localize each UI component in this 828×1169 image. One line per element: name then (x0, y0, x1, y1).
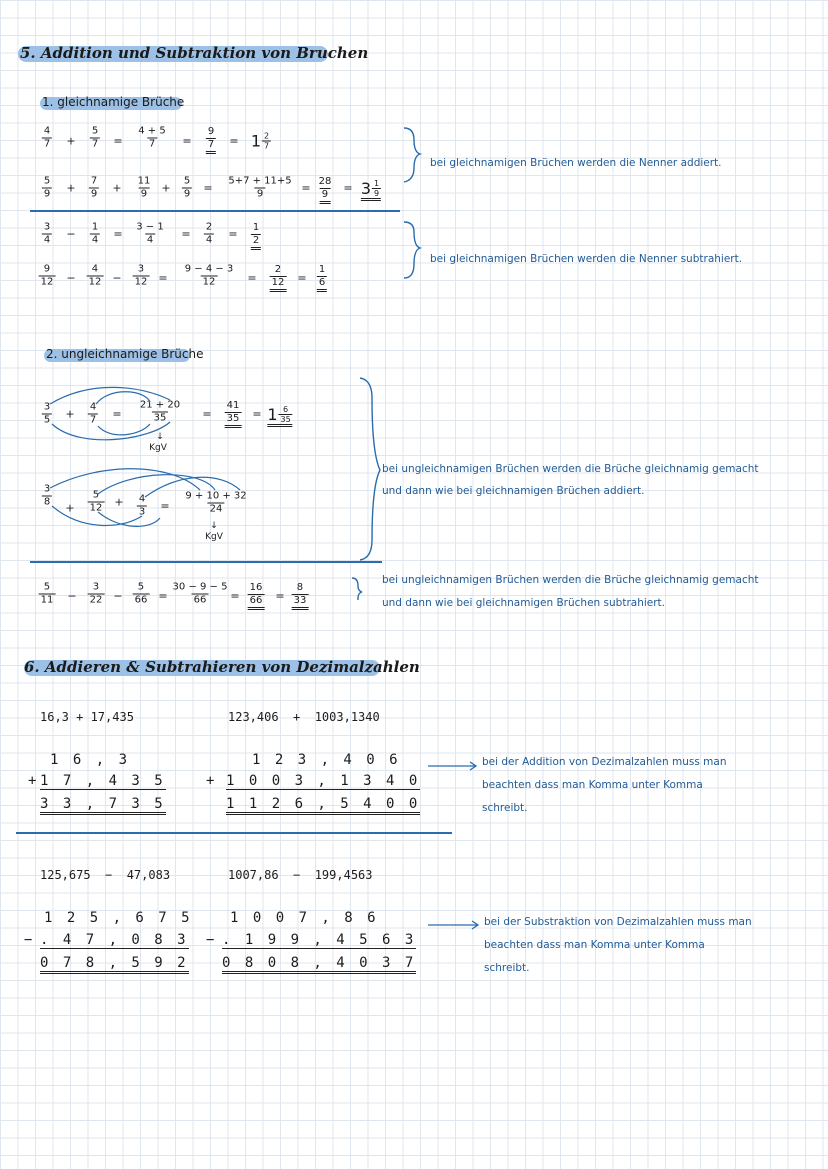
task-text: 16,3 + 17,435 (40, 710, 134, 724)
note-ungleichnamig-subtraktion-2: und dann wie bei gleichnamigen Brüchen subtrahiert. (382, 597, 665, 609)
fraction: $\frac{5}{11}$ (40, 581, 54, 606)
plus-sign: + (114, 495, 124, 509)
note-gleichnamig-subtraktion: bei gleichnamigen Brüchen werden die Nenner subtrahiert. (430, 253, 743, 265)
fraction: $\frac{5}{12}$ (89, 489, 103, 514)
note-subtraktion-1: bei der Substraktion von Dezimalzahlen muss man (484, 916, 752, 928)
equals-sign: = (247, 271, 257, 285)
result-line: 3 3 , 7 3 5 (40, 796, 166, 815)
brace-icon (352, 578, 362, 600)
mixed-number: 1 $\frac{6}{35}$ (267, 405, 292, 427)
minus-sign: − (112, 271, 122, 285)
brace-icon (404, 128, 420, 182)
section-6-title: 6. Addieren & Subtrahieren von Dezimalzahlen (24, 658, 420, 676)
equals-sign: = (203, 181, 213, 195)
equals-sign: = (343, 181, 353, 195)
equals-sign: = (301, 181, 311, 195)
arrow-path (145, 477, 240, 497)
equals-sign: = (229, 134, 239, 148)
sign: + (28, 773, 40, 789)
result-line: 0 8 0 8 , 4 0 3 7 (222, 955, 416, 974)
fraction: $\frac{3 - 1}{4}$ (136, 221, 164, 246)
brace-icon (404, 222, 420, 278)
equals-sign: = (202, 407, 212, 421)
plus-sign: + (112, 181, 122, 195)
fraction: $\frac{5}{66}$ (134, 581, 148, 606)
plus-sign: + (161, 181, 171, 195)
column-line: 1 0 0 3 , 1 3 4 0 (226, 773, 421, 789)
fraction: $\frac{41}{35}$ (225, 400, 242, 428)
result-line: 0 7 8 , 5 9 2 (40, 955, 189, 974)
plus-sign: + (65, 501, 75, 515)
arrow-path (50, 469, 200, 490)
equals-sign: = (275, 589, 285, 603)
fraction: $\frac{4}{7}$ (43, 125, 51, 150)
minus-sign: − (67, 589, 77, 603)
column-line: 1 2 3 , 4 0 6 (252, 752, 401, 768)
fraction: $\frac{3}{4}$ (43, 221, 51, 246)
equals-sign: = (113, 227, 123, 241)
fraction: $\frac{5}{9}$ (43, 175, 51, 200)
minus-sign: − (66, 227, 76, 241)
result-line: 1 1 2 6 , 5 4 0 0 (226, 796, 420, 815)
arrow-down-icon: ↓ (210, 521, 218, 531)
minus-sign: − (113, 589, 123, 603)
fraction: $\frac{4}{12}$ (88, 263, 102, 288)
fraction: $\frac{9}{12}$ (40, 263, 54, 288)
column-line: . 4 7 , 0 8 3 (40, 932, 189, 948)
fraction: $\frac{5}{9}$ (183, 175, 191, 200)
column-line: 1 0 0 7 , 8 6 (230, 910, 379, 926)
equals-sign: = (160, 499, 170, 513)
minus-sign: − (66, 271, 76, 285)
task-text: 123,406 + 1003,1340 (228, 710, 380, 724)
fraction: $\frac{2}{4}$ (205, 221, 213, 246)
separator-line (16, 832, 452, 834)
arrow-path (52, 422, 170, 440)
column-line: . 1 9 9 , 4 5 6 3 (222, 932, 417, 948)
equals-sign: = (113, 134, 123, 148)
arrow-right-icon (428, 762, 476, 770)
fraction: $\frac{3}{22}$ (89, 581, 103, 606)
fraction: $\frac{5}{7}$ (91, 125, 99, 150)
fraction: $\frac{3}{12}$ (134, 263, 148, 288)
note-subtraktion-2: beachten dass man Komma unter Komma (484, 939, 705, 951)
equals-sign: = (182, 134, 192, 148)
arrow-path (96, 392, 150, 404)
plus-sign: + (66, 134, 76, 148)
note-ungleichnamig-addition-1: bei ungleichnamigen Brüchen werden die Brüche gleichnamig gemacht (382, 463, 759, 475)
fraction: $\frac{2}{12}$ (270, 264, 287, 292)
fraction: $\frac{9}{7}$ (206, 126, 216, 154)
fraction: $\frac{9 + 10 + 32}{24}$ (185, 490, 247, 515)
mixed-number: 3 $\frac{1}{9}$ (361, 179, 381, 201)
brace-icon (360, 378, 380, 560)
kgv-label: KgV (205, 532, 223, 542)
arrow-right-icon (428, 921, 478, 929)
sign: − (24, 932, 36, 948)
equals-sign: = (228, 227, 238, 241)
column-line: 1 7 , 4 3 5 (40, 773, 166, 789)
section-5-title: 5. Addition und Subtraktion von Bruchen (20, 44, 369, 62)
task-text: 1007,86 − 199,4563 (228, 868, 373, 882)
equals-sign: = (181, 227, 191, 241)
fraction: $\frac{11}{9}$ (137, 175, 151, 200)
task-text: 125,675 − 47,083 (40, 868, 171, 882)
column-line: 1 2 5 , 6 7 5 (44, 910, 193, 926)
subheading-gleichnamige: 1. gleichnamige Brüche (42, 95, 185, 109)
equals-sign: = (230, 589, 240, 603)
arrow-path (50, 387, 170, 404)
fraction: $\frac{1}{6}$ (317, 264, 327, 292)
arrow-down-icon: ↓ (156, 432, 164, 442)
note-addition-1: bei der Addition von Dezimalzahlen muss man (482, 756, 727, 768)
note-addition-2: beachten dass man Komma unter Komma (482, 779, 703, 791)
note-ungleichnamig-addition-2: und dann wie bei gleichnamigen Brüchen addiert. (382, 485, 645, 497)
fraction: $\frac{9 - 4 - 3}{12}$ (184, 263, 234, 288)
sign: − (206, 932, 218, 948)
note-ungleichnamig-subtraktion-1: bei ungleichnamigen Brüchen werden die Brüche gleichnamig gemacht (382, 574, 759, 586)
fraction: $\frac{8}{33}$ (292, 582, 309, 610)
separator-line (30, 561, 382, 563)
equals-sign: = (252, 407, 262, 421)
plus-sign: + (66, 181, 76, 195)
fraction: $\frac{28}{9}$ (317, 176, 334, 204)
note-subtraktion-3: schreibt. (484, 962, 530, 974)
mixed-number: 1 $\frac{2}{7}$ (250, 131, 270, 151)
fraction: $\frac{21 + 20}{35}$ (139, 399, 181, 424)
equals-sign: = (297, 271, 307, 285)
arrow-path (98, 424, 150, 435)
plus-sign: + (65, 407, 75, 421)
sign: + (206, 773, 218, 789)
fraction: $\frac{7}{9}$ (90, 175, 98, 200)
fraction: $\frac{3}{5}$ (43, 401, 51, 426)
fraction: $\frac{4 + 5}{7}$ (138, 125, 166, 150)
fraction: $\frac{4}{7}$ (89, 401, 97, 426)
equals-sign: = (112, 407, 122, 421)
note-addition-3: schreibt. (482, 802, 528, 814)
equals-sign: = (158, 271, 168, 285)
fraction: $\frac{1}{4}$ (91, 221, 99, 246)
fraction: $\frac{3}{8}$ (43, 483, 51, 508)
arrow-path (52, 506, 142, 525)
kgv-label: KgV (149, 443, 167, 453)
arrow-path (98, 512, 160, 526)
fraction: $\frac{16}{66}$ (248, 582, 265, 610)
equals-sign: = (158, 589, 168, 603)
column-line: 1 6 , 3 (50, 752, 131, 768)
fraction: $\frac{30 - 9 - 5}{66}$ (172, 581, 228, 606)
fraction: $\frac{4}{3}$ (138, 493, 146, 518)
note-gleichnamig-addition: bei gleichnamigen Brüchen werden die Nenner addiert. (430, 157, 722, 169)
subheading-ungleichnamige: 2. ungleichnamige Brüche (46, 347, 204, 361)
fraction: $\frac{5+7 + 11+5}{9}$ (228, 175, 292, 200)
fraction: $\frac{1}{2}$ (251, 222, 261, 250)
